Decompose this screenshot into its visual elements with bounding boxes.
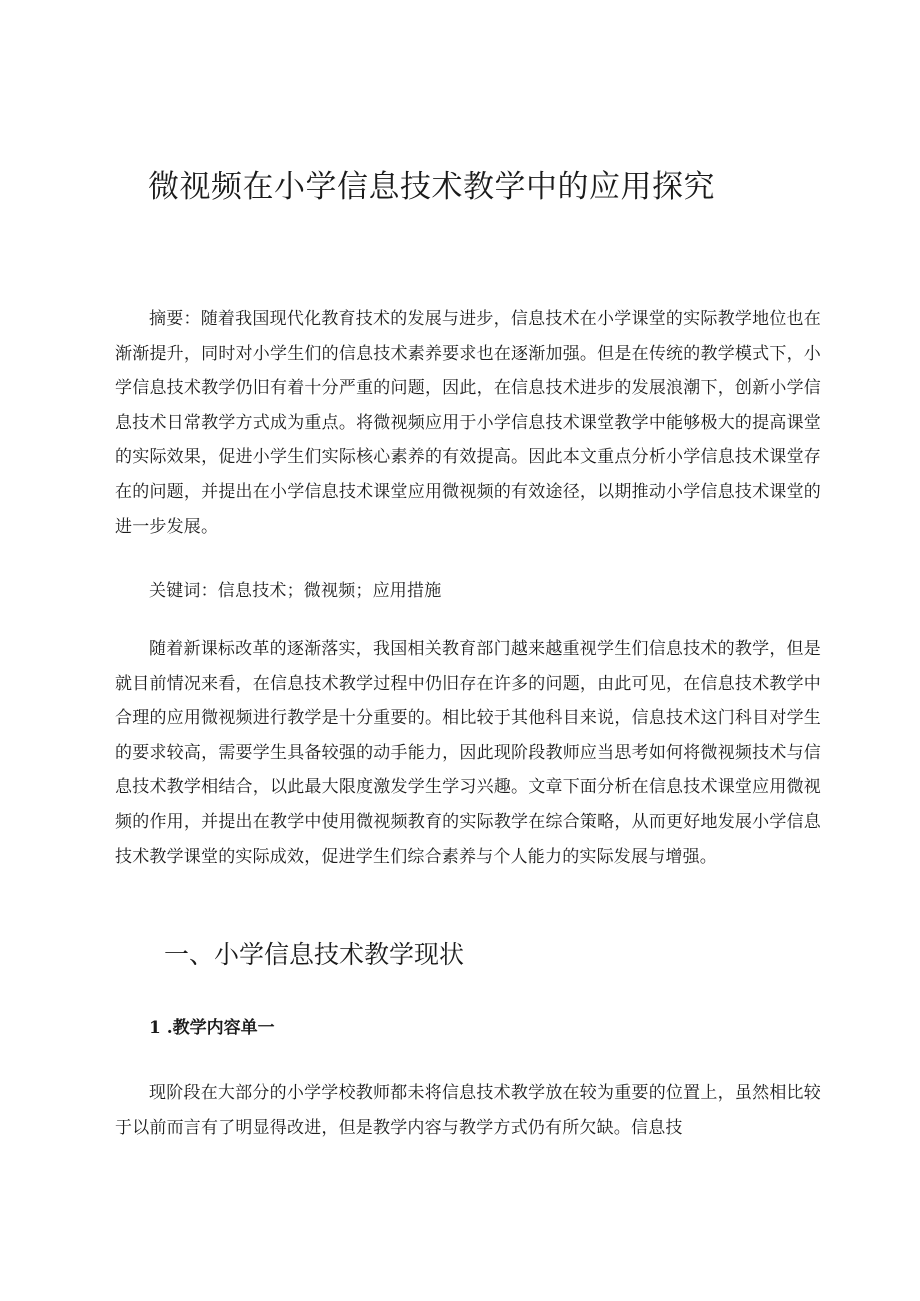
abstract-paragraph: 摘要：随着我国现代化教育技术的发展与进步，信息技术在小学课堂的实际教学地位也在渐渐提升，同时对小学生们的信息技术素养要求也在逐渐加强。但是在传统的教学模式下，小学信息技术教学仍旧有着十分严重的问题，因此，在信息技术进步的发展浪潮下，创新小学信息技术日常教学方式成为重点。将微视频应用于小学信息技术课堂教学中能够极大的提高课堂的实际效果，促进小学生们实际核心素养的有效提高。因此本文重点分析小学信息技术课堂存在的问题，并提出在小学信息技术课堂应用微视频的有效途径，以期推动小学信息技术课堂的进一步发展。	[115, 309, 821, 537]
intro-paragraph: 随着新课标改革的逐渐落实，我国相关教育部门越来越重视学生们信息技术的教学，但是就目前情况来看，在信息技术教学过程中仍旧存在许多的问题，由此可见，在信息技术教学中合理的应用微视频进行教学是十分重要的。相比较于其他科目来说，信息技术这门科目对学生的要求较高，需要学生具备较强的动手能力，因此现阶段教师应当思考如何将微视频技术与信息技术教学相结合，以此最大限度激发学生学习兴趣。文章下面分析在信息技术课堂应用微视频的作用，并提出在教学中使用微视频教育的实际教学在综合策略，从而更好地发展小学信息技术教学课堂的实际成效，促进学生们综合素养与个人能力的实际发展与增强。	[115, 639, 821, 867]
section-heading: 一、小学信息技术教学现状	[164, 940, 465, 969]
body-paragraph: 现阶段在大部分的小学学校教师都未将信息技术教学放在较为重要的位置上，虽然相比较于以前而言有了明显得改进，但是教学内容与教学方式仍有所欠缺。信息技	[115, 1083, 821, 1138]
keywords-line: 关键词：信息技术；微视频；应用措施	[149, 581, 442, 601]
document-title: 微视频在小学信息技术教学中的应用探究	[148, 169, 715, 205]
subsection-heading: 1 .教学内容单一	[149, 1018, 275, 1038]
